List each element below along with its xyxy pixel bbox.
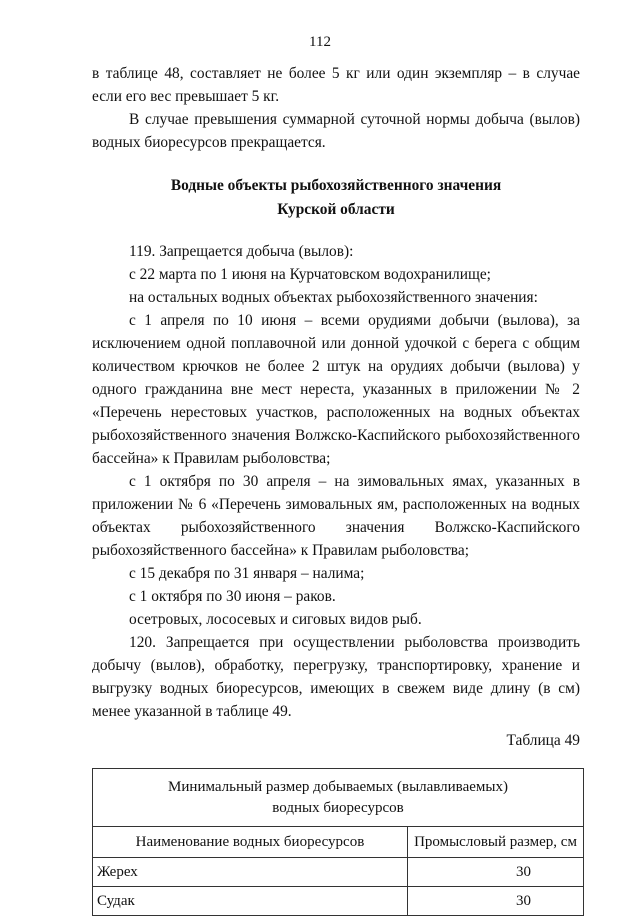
- document-body: [92, 62, 580, 916]
- species-size: 30: [408, 887, 584, 916]
- table-row: [93, 887, 584, 916]
- clause-119-item: с 1 октября по 30 июня – раков.: [129, 588, 336, 605]
- table-title-line-1: Минимальный размер добываемых (вылавливаемых): [168, 779, 508, 795]
- table-title-line-2: водных биоресурсов: [272, 800, 404, 816]
- page-number: 112: [309, 34, 331, 50]
- table-row: [93, 858, 584, 887]
- clause-120: 120. Запрещается при осуществлении рыболовства производить добычу (вылов), обработку, перегрузку, транспортировку, хранение и выгрузку водных биоресурсов, имеющих в свежем виде длину (в см) менее указанной в таблице 49.: [92, 634, 580, 720]
- species-name: Жерех: [93, 858, 408, 887]
- clause-119-item: осетровых, лососевых и сиговых видов рыб.: [129, 611, 422, 628]
- intro-paragraph-1: в таблице 48, составляет не более 5 кг или один экземпляр – в случае если его вес превышает 5 кг.: [92, 65, 580, 105]
- column-header-name: Наименование водных биоресурсов: [93, 827, 408, 858]
- section-heading-line-2: Курской области: [277, 201, 395, 218]
- section-heading-line-1: Водные объекты рыбохозяйственного значения: [170, 177, 502, 194]
- clause-119-item: с 15 декабря по 31 января – налима;: [129, 565, 365, 582]
- table-title: [93, 769, 584, 827]
- section-heading: [92, 174, 580, 222]
- fish-size-table: [92, 768, 584, 916]
- species-name: Судак: [93, 887, 408, 916]
- clause-119-item: с 1 октября по 30 апреля – на зимовальных ямах, указанных в приложении № 6 «Перечень зимовальных ям, расположенных на водных объектах рыбохозяйственного значения Волжско-Каспийского рыбохозяйственного бассейна» к Правилам рыболовства;: [92, 473, 580, 559]
- clause-119-item: с 1 апреля по 10 июня – всеми орудиями добычи (вылова), за исключением одной поплавочной или донной удочкой с берега с общим количеством крючков не более 2 штук на орудиях добычи (вылова) у одного гражданина вне мест нереста, указанных в приложении № 2 «Перечень нерестовых участков, расположенных на водных объектах рыбохозяйственного значения Волжско-Каспийского рыбохозяйственного бассейна» к Правилам рыболовства;: [92, 312, 580, 467]
- table-caption: Таблица 49: [506, 732, 580, 749]
- intro-paragraph-2: В случае превышения суммарной суточной нормы добыча (вылов) водных биоресурсов прекращается.: [92, 111, 580, 151]
- column-header-size: Промысловый размер, см: [408, 827, 584, 858]
- clause-119-item: с 22 марта по 1 июня на Курчатовском водохранилище;: [129, 266, 491, 283]
- clause-119-title: 119. Запрещается добыча (вылов):: [129, 243, 354, 260]
- species-size: 30: [408, 858, 584, 887]
- clause-119-item: на остальных водных объектах рыбохозяйственного значения:: [129, 289, 538, 306]
